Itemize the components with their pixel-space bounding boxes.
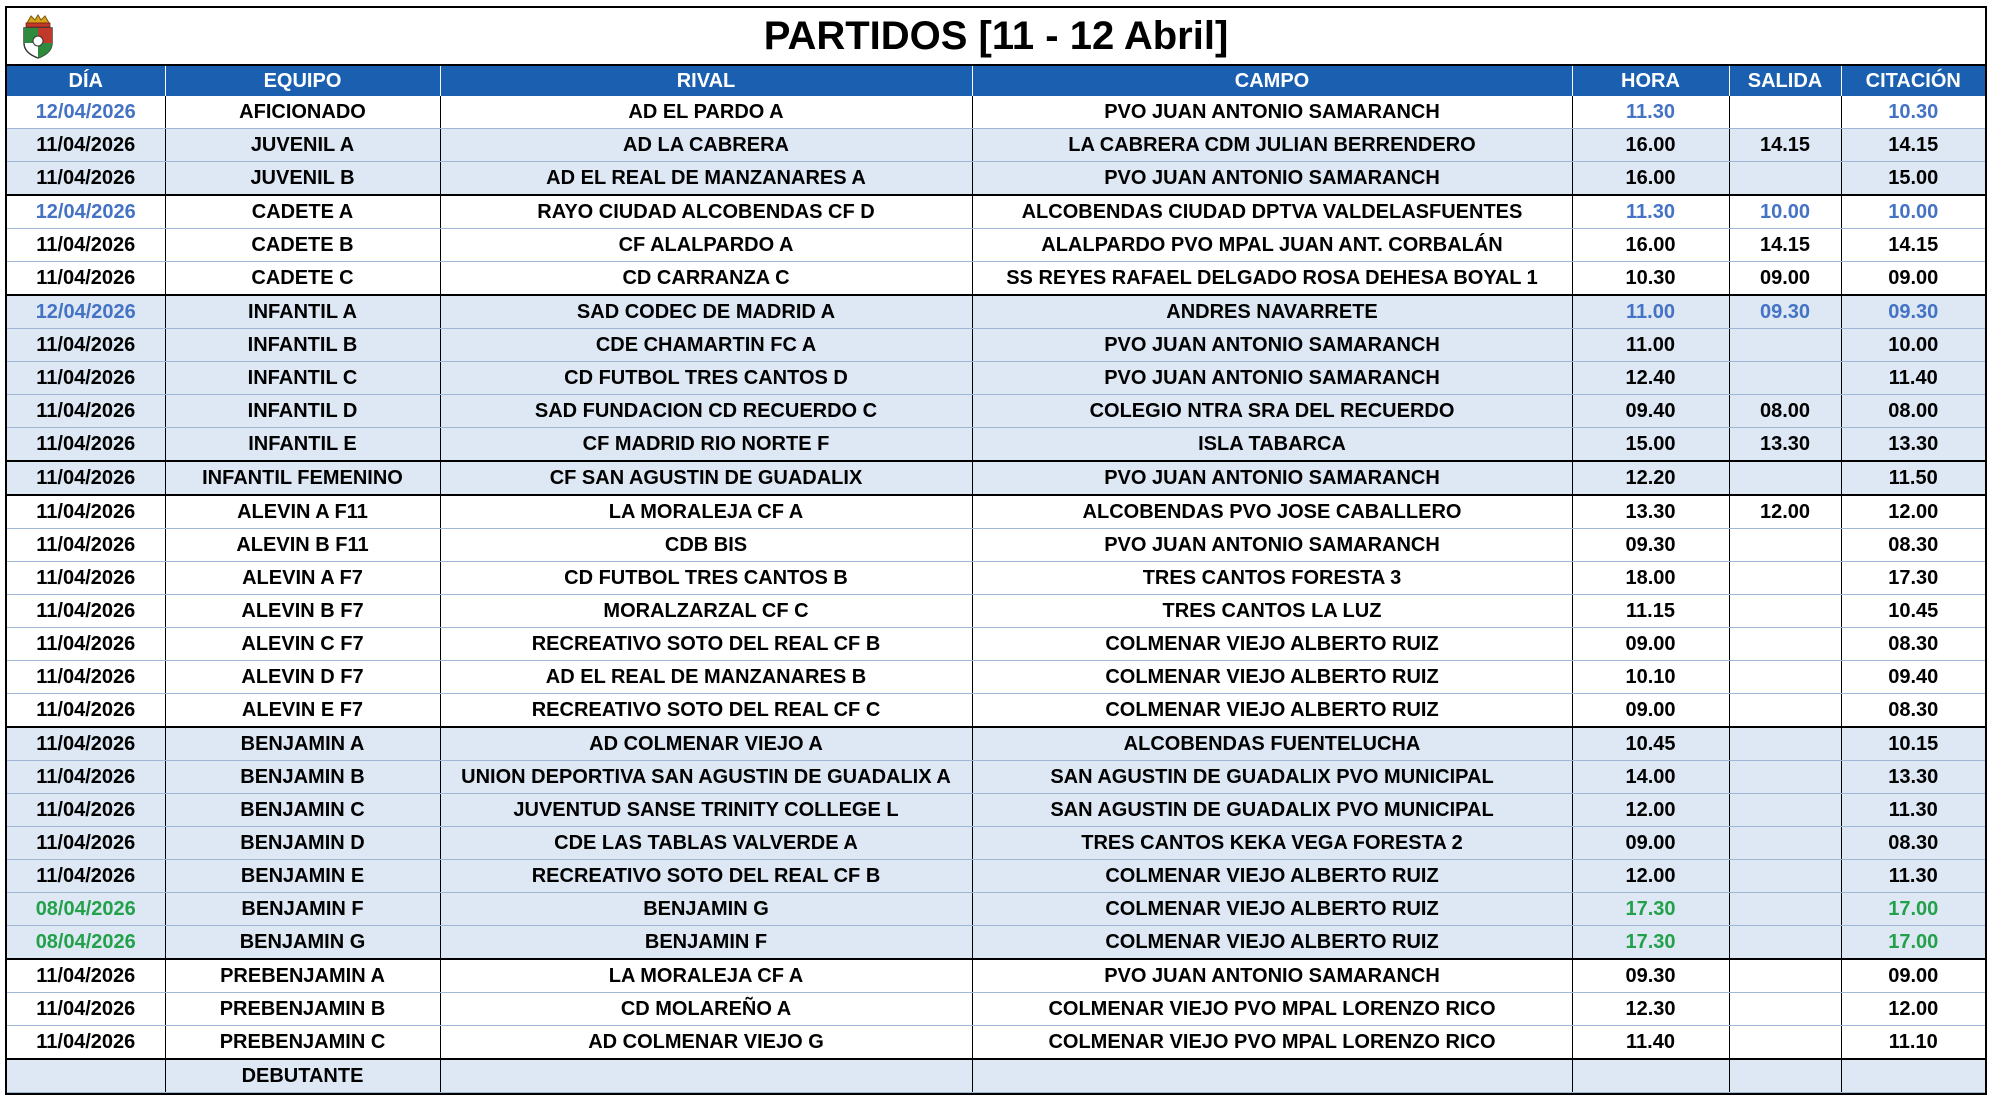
cell-rival: RAYO CIUDAD ALCOBENDAS CF D <box>440 195 972 229</box>
cell-rival: JUVENTUD SANSE TRINITY COLLEGE L <box>440 794 972 827</box>
cell-hora: 11.30 <box>1572 195 1729 229</box>
cell-equipo: INFANTIL B <box>165 329 440 362</box>
cell-hora: 09.30 <box>1572 529 1729 562</box>
cell-hora: 11.00 <box>1572 295 1729 329</box>
cell-campo: COLMENAR VIEJO ALBERTO RUIZ <box>972 860 1572 893</box>
cell-hora: 09.30 <box>1572 959 1729 993</box>
cell-equipo: PREBENJAMIN C <box>165 1026 440 1060</box>
cell-equipo: CADETE A <box>165 195 440 229</box>
cell-equipo: BENJAMIN F <box>165 893 440 926</box>
cell-campo: COLMENAR VIEJO ALBERTO RUIZ <box>972 661 1572 694</box>
cell-salida <box>1729 926 1841 960</box>
cell-hora: 12.00 <box>1572 794 1729 827</box>
cell-equipo: CADETE B <box>165 229 440 262</box>
cell-campo: COLMENAR VIEJO ALBERTO RUIZ <box>972 628 1572 661</box>
table-row <box>7 562 1985 595</box>
table-body <box>7 96 1985 1093</box>
cell-salida: 14.15 <box>1729 129 1841 162</box>
cell-dia: 11/04/2026 <box>7 129 165 162</box>
cell-equipo: ALEVIN B F11 <box>165 529 440 562</box>
cell-hora: 10.45 <box>1572 727 1729 761</box>
cell-campo: COLMENAR VIEJO ALBERTO RUIZ <box>972 926 1572 960</box>
cell-dia: 11/04/2026 <box>7 860 165 893</box>
cell-dia: 08/04/2026 <box>7 926 165 960</box>
cell-equipo: INFANTIL A <box>165 295 440 329</box>
col-header-rival: RIVAL <box>440 66 972 96</box>
cell-hora: 09.00 <box>1572 827 1729 860</box>
table-row <box>7 827 1985 860</box>
cell-citacion: 09.40 <box>1841 661 1985 694</box>
cell-rival: AD EL PARDO A <box>440 96 972 129</box>
table-row <box>7 959 1985 993</box>
cell-equipo: ALEVIN C F7 <box>165 628 440 661</box>
cell-dia: 11/04/2026 <box>7 495 165 529</box>
cell-rival: RECREATIVO SOTO DEL REAL CF B <box>440 860 972 893</box>
cell-hora: 18.00 <box>1572 562 1729 595</box>
cell-dia: 11/04/2026 <box>7 993 165 1026</box>
cell-hora: 11.40 <box>1572 1026 1729 1060</box>
cell-hora: 17.30 <box>1572 926 1729 960</box>
cell-salida <box>1729 1059 1841 1093</box>
cell-hora: 11.30 <box>1572 96 1729 129</box>
table-row <box>7 860 1985 893</box>
cell-hora: 15.00 <box>1572 428 1729 462</box>
cell-salida <box>1729 794 1841 827</box>
cell-rival: AD COLMENAR VIEJO G <box>440 1026 972 1060</box>
cell-equipo: INFANTIL C <box>165 362 440 395</box>
cell-dia: 11/04/2026 <box>7 329 165 362</box>
cell-hora <box>1572 1059 1729 1093</box>
table-row <box>7 461 1985 495</box>
cell-citacion: 15.00 <box>1841 162 1985 196</box>
cell-salida <box>1729 993 1841 1026</box>
cell-equipo: DEBUTANTE <box>165 1059 440 1093</box>
table-row <box>7 362 1985 395</box>
cell-rival: CD CARRANZA C <box>440 262 972 296</box>
cell-salida: 10.00 <box>1729 195 1841 229</box>
cell-salida <box>1729 860 1841 893</box>
table-row <box>7 1026 1985 1060</box>
table-row <box>7 628 1985 661</box>
table-row <box>7 262 1985 296</box>
cell-rival: CF SAN AGUSTIN DE GUADALIX <box>440 461 972 495</box>
cell-citacion: 13.30 <box>1841 761 1985 794</box>
cell-campo: ANDRES NAVARRETE <box>972 295 1572 329</box>
cell-salida <box>1729 661 1841 694</box>
cell-rival: CDE LAS TABLAS VALVERDE A <box>440 827 972 860</box>
table-row <box>7 195 1985 229</box>
cell-citacion: 17.00 <box>1841 893 1985 926</box>
cell-campo: LA CABRERA CDM JULIAN BERRENDERO <box>972 129 1572 162</box>
cell-citacion: 09.00 <box>1841 959 1985 993</box>
cell-campo: PVO JUAN ANTONIO SAMARANCH <box>972 362 1572 395</box>
cell-equipo: BENJAMIN B <box>165 761 440 794</box>
cell-equipo: BENJAMIN C <box>165 794 440 827</box>
cell-dia: 11/04/2026 <box>7 694 165 728</box>
cell-dia <box>7 1059 165 1093</box>
cell-citacion: 08.30 <box>1841 628 1985 661</box>
table-row <box>7 993 1985 1026</box>
page-title: PARTIDOS [11 - 12 Abril] <box>763 14 1229 58</box>
cell-salida <box>1729 1026 1841 1060</box>
cell-citacion: 12.00 <box>1841 495 1985 529</box>
cell-dia: 11/04/2026 <box>7 461 165 495</box>
cell-dia: 12/04/2026 <box>7 195 165 229</box>
cell-citacion: 17.00 <box>1841 926 1985 960</box>
cell-rival: UNION DEPORTIVA SAN AGUSTIN DE GUADALIX A <box>440 761 972 794</box>
cell-rival: LA MORALEJA CF A <box>440 959 972 993</box>
cell-campo: COLMENAR VIEJO PVO MPAL LORENZO RICO <box>972 1026 1572 1060</box>
table-row <box>7 395 1985 428</box>
cell-campo <box>972 1059 1572 1093</box>
title-row <box>7 8 1985 66</box>
cell-campo: COLMENAR VIEJO ALBERTO RUIZ <box>972 893 1572 926</box>
table-row <box>7 162 1985 196</box>
cell-campo: PVO JUAN ANTONIO SAMARANCH <box>972 461 1572 495</box>
cell-rival: AD COLMENAR VIEJO A <box>440 727 972 761</box>
cell-dia: 12/04/2026 <box>7 96 165 129</box>
cell-citacion: 10.30 <box>1841 96 1985 129</box>
cell-citacion: 10.15 <box>1841 727 1985 761</box>
table-row <box>7 129 1985 162</box>
cell-campo: PVO JUAN ANTONIO SAMARANCH <box>972 529 1572 562</box>
cell-hora: 12.30 <box>1572 993 1729 1026</box>
cell-equipo: AFICIONADO <box>165 96 440 129</box>
cell-dia: 11/04/2026 <box>7 661 165 694</box>
cell-dia: 11/04/2026 <box>7 761 165 794</box>
cell-equipo: INFANTIL E <box>165 428 440 462</box>
cell-rival: CDE CHAMARTIN FC A <box>440 329 972 362</box>
cell-salida <box>1729 96 1841 129</box>
cell-citacion: 14.15 <box>1841 229 1985 262</box>
cell-citacion: 11.50 <box>1841 461 1985 495</box>
cell-campo: SS REYES RAFAEL DELGADO ROSA DEHESA BOYAL 1 <box>972 262 1572 296</box>
cell-rival: SAD CODEC DE MADRID A <box>440 295 972 329</box>
cell-rival: SAD FUNDACION CD RECUERDO C <box>440 395 972 428</box>
cell-rival: RECREATIVO SOTO DEL REAL CF B <box>440 628 972 661</box>
cell-hora: 09.00 <box>1572 694 1729 728</box>
cell-salida <box>1729 329 1841 362</box>
table-row <box>7 794 1985 827</box>
table-row <box>7 1059 1985 1093</box>
cell-citacion: 11.30 <box>1841 860 1985 893</box>
cell-rival: CD FUTBOL TRES CANTOS B <box>440 562 972 595</box>
cell-rival: AD LA CABRERA <box>440 129 972 162</box>
cell-citacion <box>1841 1059 1985 1093</box>
cell-equipo: BENJAMIN A <box>165 727 440 761</box>
cell-rival: BENJAMIN F <box>440 926 972 960</box>
cell-salida <box>1729 727 1841 761</box>
table-row <box>7 96 1985 129</box>
cell-dia: 11/04/2026 <box>7 428 165 462</box>
cell-equipo: CADETE C <box>165 262 440 296</box>
cell-hora: 13.30 <box>1572 495 1729 529</box>
col-header-campo: CAMPO <box>972 66 1572 96</box>
cell-equipo: ALEVIN D F7 <box>165 661 440 694</box>
cell-dia: 11/04/2026 <box>7 628 165 661</box>
cell-hora: 10.10 <box>1572 661 1729 694</box>
cell-dia: 11/04/2026 <box>7 262 165 296</box>
cell-hora: 16.00 <box>1572 229 1729 262</box>
cell-salida <box>1729 694 1841 728</box>
table-header-row <box>7 66 1985 96</box>
cell-campo: COLMENAR VIEJO ALBERTO RUIZ <box>972 694 1572 728</box>
cell-citacion: 10.45 <box>1841 595 1985 628</box>
cell-citacion: 09.00 <box>1841 262 1985 296</box>
cell-rival: AD EL REAL DE MANZANARES B <box>440 661 972 694</box>
table-row <box>7 529 1985 562</box>
cell-salida <box>1729 628 1841 661</box>
cell-campo: TRES CANTOS LA LUZ <box>972 595 1572 628</box>
cell-campo: PVO JUAN ANTONIO SAMARANCH <box>972 162 1572 196</box>
schedule-sheet <box>5 6 1987 1095</box>
cell-citacion: 14.15 <box>1841 129 1985 162</box>
cell-equipo: ALEVIN A F7 <box>165 562 440 595</box>
cell-campo: TRES CANTOS KEKA VEGA FORESTA 2 <box>972 827 1572 860</box>
table-row <box>7 295 1985 329</box>
cell-rival: AD EL REAL DE MANZANARES A <box>440 162 972 196</box>
cell-dia: 11/04/2026 <box>7 362 165 395</box>
cell-citacion: 11.30 <box>1841 794 1985 827</box>
cell-dia: 11/04/2026 <box>7 1026 165 1060</box>
cell-dia: 08/04/2026 <box>7 893 165 926</box>
cell-equipo: BENJAMIN G <box>165 926 440 960</box>
cell-citacion: 13.30 <box>1841 428 1985 462</box>
col-header-salida: SALIDA <box>1729 66 1841 96</box>
col-header-dia: DÍA <box>7 66 165 96</box>
cell-citacion: 12.00 <box>1841 993 1985 1026</box>
cell-dia: 11/04/2026 <box>7 595 165 628</box>
cell-citacion: 10.00 <box>1841 195 1985 229</box>
cell-hora: 11.00 <box>1572 329 1729 362</box>
cell-campo: ALALPARDO PVO MPAL JUAN ANT. CORBALÁN <box>972 229 1572 262</box>
cell-rival: CDB BIS <box>440 529 972 562</box>
cell-dia: 11/04/2026 <box>7 794 165 827</box>
cell-hora: 12.40 <box>1572 362 1729 395</box>
cell-rival: RECREATIVO SOTO DEL REAL CF C <box>440 694 972 728</box>
table-row <box>7 761 1985 794</box>
cell-dia: 11/04/2026 <box>7 562 165 595</box>
table-row <box>7 229 1985 262</box>
table-row <box>7 661 1985 694</box>
cell-equipo: BENJAMIN D <box>165 827 440 860</box>
cell-campo: COLMENAR VIEJO PVO MPAL LORENZO RICO <box>972 993 1572 1026</box>
cell-citacion: 08.30 <box>1841 529 1985 562</box>
cell-rival <box>440 1059 972 1093</box>
cell-campo: PVO JUAN ANTONIO SAMARANCH <box>972 329 1572 362</box>
cell-hora: 10.30 <box>1572 262 1729 296</box>
cell-salida <box>1729 529 1841 562</box>
cell-salida <box>1729 595 1841 628</box>
cell-equipo: ALEVIN E F7 <box>165 694 440 728</box>
cell-dia: 12/04/2026 <box>7 295 165 329</box>
cell-equipo: PREBENJAMIN B <box>165 993 440 1026</box>
cell-dia: 11/04/2026 <box>7 529 165 562</box>
cell-equipo: JUVENIL A <box>165 129 440 162</box>
cell-rival: MORALZARZAL CF C <box>440 595 972 628</box>
cell-campo: ALCOBENDAS CIUDAD DPTVA VALDELASFUENTES <box>972 195 1572 229</box>
cell-salida: 09.00 <box>1729 262 1841 296</box>
cell-salida <box>1729 893 1841 926</box>
cell-equipo: JUVENIL B <box>165 162 440 196</box>
cell-salida: 13.30 <box>1729 428 1841 462</box>
cell-citacion: 08.00 <box>1841 395 1985 428</box>
table-row <box>7 727 1985 761</box>
cell-hora: 09.40 <box>1572 395 1729 428</box>
cell-equipo: PREBENJAMIN A <box>165 959 440 993</box>
col-header-equipo: EQUIPO <box>165 66 440 96</box>
cell-equipo: INFANTIL FEMENINO <box>165 461 440 495</box>
cell-equipo: ALEVIN B F7 <box>165 595 440 628</box>
cell-rival: CD FUTBOL TRES CANTOS D <box>440 362 972 395</box>
col-header-citacion: CITACIÓN <box>1841 66 1985 96</box>
cell-hora: 11.15 <box>1572 595 1729 628</box>
cell-campo: TRES CANTOS FORESTA 3 <box>972 562 1572 595</box>
cell-dia: 11/04/2026 <box>7 229 165 262</box>
cell-equipo: INFANTIL D <box>165 395 440 428</box>
cell-equipo: BENJAMIN E <box>165 860 440 893</box>
col-header-hora: HORA <box>1572 66 1729 96</box>
cell-salida <box>1729 761 1841 794</box>
cell-rival: BENJAMIN G <box>440 893 972 926</box>
cell-citacion: 17.30 <box>1841 562 1985 595</box>
cell-salida <box>1729 827 1841 860</box>
cell-hora: 14.00 <box>1572 761 1729 794</box>
cell-campo: PVO JUAN ANTONIO SAMARANCH <box>972 96 1572 129</box>
cell-campo: SAN AGUSTIN DE GUADALIX PVO MUNICIPAL <box>972 794 1572 827</box>
cell-rival: CD MOLAREÑO A <box>440 993 972 1026</box>
cell-citacion: 08.30 <box>1841 827 1985 860</box>
cell-salida <box>1729 461 1841 495</box>
matches-table <box>7 66 1985 1093</box>
cell-campo: ALCOBENDAS PVO JOSE CABALLERO <box>972 495 1572 529</box>
cell-dia: 11/04/2026 <box>7 827 165 860</box>
cell-salida <box>1729 162 1841 196</box>
cell-salida: 12.00 <box>1729 495 1841 529</box>
cell-citacion: 10.00 <box>1841 329 1985 362</box>
table-row <box>7 428 1985 462</box>
cell-dia: 11/04/2026 <box>7 162 165 196</box>
cell-rival: LA MORALEJA CF A <box>440 495 972 529</box>
cell-dia: 11/04/2026 <box>7 395 165 428</box>
cell-salida <box>1729 362 1841 395</box>
cell-rival: CF ALALPARDO A <box>440 229 972 262</box>
cell-hora: 12.20 <box>1572 461 1729 495</box>
cell-citacion: 09.30 <box>1841 295 1985 329</box>
cell-dia: 11/04/2026 <box>7 727 165 761</box>
cell-salida <box>1729 562 1841 595</box>
cell-campo: PVO JUAN ANTONIO SAMARANCH <box>972 959 1572 993</box>
cell-citacion: 08.30 <box>1841 694 1985 728</box>
cell-salida: 14.15 <box>1729 229 1841 262</box>
cell-hora: 16.00 <box>1572 162 1729 196</box>
table-row <box>7 694 1985 728</box>
table-row <box>7 495 1985 529</box>
cell-salida: 09.30 <box>1729 295 1841 329</box>
cell-campo: COLEGIO NTRA SRA DEL RECUERDO <box>972 395 1572 428</box>
cell-salida <box>1729 959 1841 993</box>
table-row <box>7 893 1985 926</box>
cell-equipo: ALEVIN A F11 <box>165 495 440 529</box>
cell-hora: 17.30 <box>1572 893 1729 926</box>
cell-campo: ISLA TABARCA <box>972 428 1572 462</box>
cell-hora: 09.00 <box>1572 628 1729 661</box>
table-row <box>7 329 1985 362</box>
cell-hora: 12.00 <box>1572 860 1729 893</box>
table-row <box>7 926 1985 960</box>
cell-hora: 16.00 <box>1572 129 1729 162</box>
cell-campo: ALCOBENDAS FUENTELUCHA <box>972 727 1572 761</box>
cell-dia: 11/04/2026 <box>7 959 165 993</box>
cell-rival: CF MADRID RIO NORTE F <box>440 428 972 462</box>
cell-campo: SAN AGUSTIN DE GUADALIX PVO MUNICIPAL <box>972 761 1572 794</box>
cell-citacion: 11.10 <box>1841 1026 1985 1060</box>
table-row <box>7 595 1985 628</box>
cell-citacion: 11.40 <box>1841 362 1985 395</box>
cell-salida: 08.00 <box>1729 395 1841 428</box>
